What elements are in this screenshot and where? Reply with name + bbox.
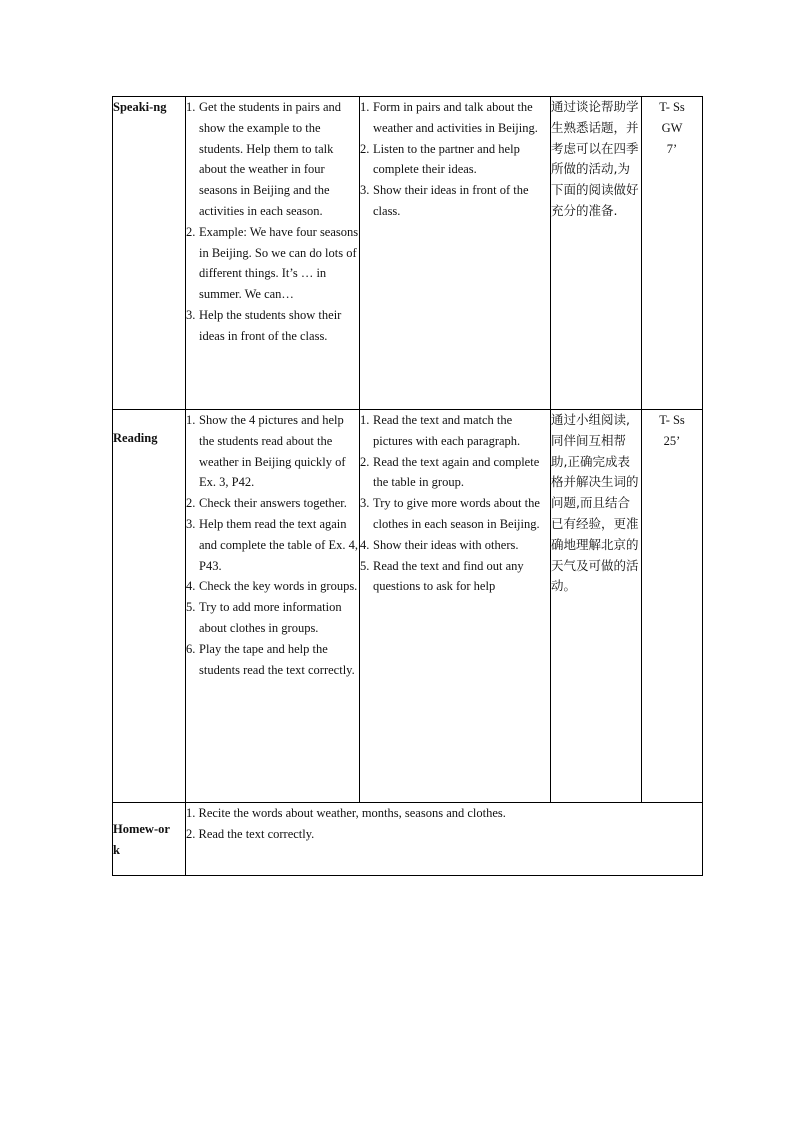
stage-label: Speaki-ng: [113, 100, 167, 114]
step-text: Try to give more words about the clothes in each season in Beijing.: [373, 496, 540, 531]
step-number: 1.: [360, 100, 370, 114]
student-step: [360, 452, 550, 494]
student-step: [360, 556, 550, 598]
form-time-cell: [642, 410, 703, 803]
speaking-row: [113, 97, 703, 410]
teacher-activity-cell: [186, 97, 360, 410]
step-text: Read the text again and complete the table in group.: [373, 454, 540, 490]
time-allotted: 25’: [663, 433, 681, 448]
stage-cell: [113, 410, 186, 803]
step-text: Example: We have four seasons in Beijing. So we can do lots of different things. It’s … in summer. We can…: [199, 224, 359, 302]
step-text: Read the text and find out any questions to ask for help: [373, 558, 524, 594]
step-text: Read the text and match the pictures with each paragraph.: [373, 413, 521, 448]
time-allotted: 7’: [666, 141, 678, 156]
student-steps-list: [360, 97, 550, 222]
student-step: [360, 139, 550, 181]
interaction-form: T- Ss: [659, 100, 685, 114]
stage-label: Reading: [113, 431, 158, 445]
teacher-step: [186, 639, 359, 681]
purpose-cell: [551, 97, 642, 410]
step-text: Get the students in pairs and show the example to the students. Help them to talk about the weather in four seasons in Beijing and the activities in each season.: [199, 100, 341, 218]
teacher-activity-cell: [186, 410, 360, 803]
step-text: Check their answers together.: [199, 496, 347, 511]
purpose-text: 通过小组阅读,同伴间互相帮助,正确完成表格并解决生词的问题,而且结合已有经验，更准确地理解北京的天气及可做的活动。: [551, 412, 639, 594]
student-step: [360, 180, 550, 222]
step-text: Play the tape and help the students read the text correctly.: [199, 641, 355, 677]
stage-label: Homew-ork: [113, 822, 170, 857]
step-number: 3.: [186, 516, 196, 531]
purpose-cell: [551, 410, 642, 803]
teacher-step: [186, 305, 359, 347]
teacher-step: [186, 222, 359, 305]
step-number: 3.: [186, 307, 196, 322]
step-number: 1.: [360, 413, 370, 427]
step-text: Form in pairs and talk about the weather and activities in Beijing.: [373, 100, 538, 135]
step-number: 1.: [186, 413, 196, 427]
grouping: GW: [661, 120, 683, 135]
step-number: 1.: [186, 100, 196, 114]
step-text: Show their ideas in front of the class.: [373, 183, 529, 218]
stage-cell: [113, 803, 186, 876]
student-step: [360, 535, 550, 556]
step-number: 3.: [360, 183, 370, 198]
student-step: [360, 410, 550, 452]
lesson-plan-table: [112, 96, 703, 876]
homework-row: [113, 803, 703, 876]
purpose-text: 通过谈论帮助学生熟悉话题，并考虑可以在四季所做的活动,为下面的阅读做好充分的准备.: [551, 99, 639, 218]
stage-cell: [113, 97, 186, 410]
student-step: [360, 493, 550, 535]
step-text: Listen to the partner and help complete their ideas.: [373, 141, 520, 177]
step-number: 2.: [186, 224, 196, 239]
reading-row: [113, 410, 703, 803]
homework-item: 2. Read the text correctly.: [186, 826, 315, 841]
step-number: 5.: [360, 558, 370, 573]
step-text: Try to add more information about clothes in groups.: [199, 600, 342, 635]
step-number: 4.: [360, 537, 370, 552]
step-number: 3.: [360, 496, 370, 511]
homework-cell: [186, 803, 703, 876]
step-number: 5.: [186, 600, 196, 615]
teacher-step: [186, 97, 359, 222]
teacher-step: [186, 514, 359, 576]
step-number: 4.: [186, 579, 196, 594]
teacher-steps-list: [186, 97, 359, 347]
step-number: 6.: [186, 641, 196, 656]
student-steps-list: [360, 410, 550, 597]
step-text: Check the key words in groups.: [199, 579, 358, 594]
step-text: Show the 4 pictures and help the students read about the weather in Beijing quickly of Ex. 3, P42.: [199, 413, 346, 490]
interaction-form: T- Ss: [659, 413, 685, 427]
step-number: 2.: [186, 496, 196, 511]
form-time-cell: [642, 97, 703, 410]
student-activity-cell: [360, 97, 551, 410]
teacher-step: [186, 597, 359, 639]
step-text: Help the students show their ideas in front of the class.: [199, 307, 342, 343]
step-number: 2.: [360, 141, 370, 156]
teacher-steps-list: [186, 410, 359, 680]
step-number: 2.: [360, 454, 370, 469]
student-step: [360, 97, 550, 139]
step-text: Help them read the text again and complete the table of Ex. 4, P43.: [199, 516, 358, 573]
teacher-step: [186, 576, 359, 597]
teacher-step: [186, 410, 359, 493]
step-text: Show their ideas with others.: [373, 537, 519, 552]
student-activity-cell: [360, 410, 551, 803]
homework-item: 1. Recite the words about weather, months, seasons and clothes.: [186, 806, 506, 820]
teacher-step: [186, 493, 359, 514]
